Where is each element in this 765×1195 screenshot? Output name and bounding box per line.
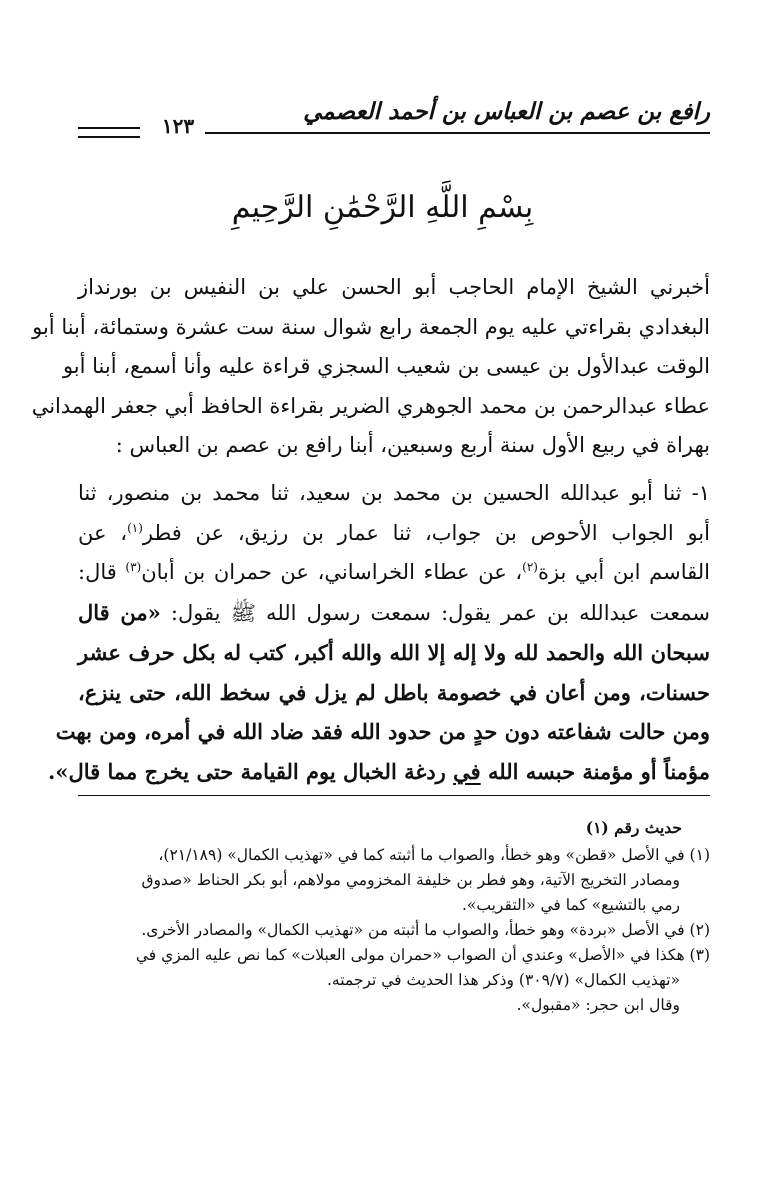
- page-number: ١٢٣: [161, 114, 195, 138]
- intro-line: أخبرني الشيخ الإمام الحاجب أبو الحسن علي بن النفيس بن بورنداز: [78, 275, 710, 299]
- hadith-matn: «من قال: [78, 599, 161, 625]
- hadith-paragraph: [48, 474, 710, 791]
- basmala: بِسْمِ اللَّهِ الرَّحْمَٰنِ الرَّحِيمِ: [231, 190, 534, 225]
- footnote-1: [78, 843, 710, 918]
- footnote-3: [78, 943, 710, 1018]
- hadith-text: سمعت عبدالله بن عمر يقول: سمعت رسول الله ﷺ يقول:: [160, 600, 710, 625]
- intro-paragraph: [31, 268, 710, 466]
- hadith-text: ، عن: [78, 520, 128, 545]
- footnote-ref-3: (٣): [125, 560, 142, 574]
- footnote-line: (٣) هكذا في «الأصل» وعندي أن الصواب «حمران مولى العبلات» كما نص عليه المزي في: [135, 946, 710, 964]
- hadith-line: [78, 514, 710, 554]
- hadith-text: ، عن عطاء الخراساني، عن حمران بن أبان: [141, 560, 523, 584]
- hadith-line: ١- ثنا أبو عبدالله الحسين بن محمد بن سعيد، ثنا محمد بن منصور، ثنا: [78, 481, 710, 505]
- hadith-text: أبو الجواب الأحوص بن جواب، ثنا عمار بن رزيق، عن فطر: [142, 520, 710, 545]
- intro-line: الوقت عبدالأول بن عيسى بن شعيب السجزي قراءة عليه وأنا أسمع، أبنا أبو: [62, 354, 710, 378]
- hadith-matn-line: [48, 752, 710, 792]
- footnote-separator: [78, 795, 710, 796]
- footnote-2: [78, 918, 710, 943]
- hadith-line: [78, 553, 710, 593]
- header-title: رافع بن عصم بن العباس بن أحمد العصمي: [303, 98, 710, 125]
- header-double-rule: [78, 127, 140, 138]
- hadith-matn-underlined: في: [453, 758, 481, 784]
- footnote-line: (٢) في الأصل «بردة» وهو خطأ، والصواب ما أثبته من «تهذيب الكمال» والمصادر الأخرى.: [141, 921, 710, 939]
- hadith-text: قال:: [78, 560, 126, 584]
- hadith-matn: ردغة الخبال يوم القيامة حتى يخرج مما قال».: [48, 758, 454, 784]
- hadith-matn-line: حسنات، ومن أعان في خصومة باطل لم يزل في سخط الله، حتى ينزع،: [78, 679, 710, 705]
- footnote-ref-2: (٢): [522, 560, 538, 574]
- hadith-matn-line: ومن حالت شفاعته دون حدٍ من حدود الله فقد ضاد الله في أمره، ومن بهت: [55, 719, 710, 744]
- header-rule: [205, 132, 710, 134]
- intro-line: عطاء عبدالرحمن بن محمد الجوهري الضرير بقراءة الحافظ أبي جعفر الهمداني: [31, 393, 710, 418]
- footnote-line: رمي بالتشيع» كما في «التقريب».: [461, 896, 680, 914]
- footnote-line: ومصادر التخريج الآتية، وهو فطر بن خليفة المخزومي مولاهم، أبو بكر الحناط «صدوق: [141, 871, 680, 889]
- hadith-line: [78, 593, 710, 634]
- footnote-ref-1: (١): [127, 520, 143, 535]
- intro-line: بهراة في ربيع الأول سنة أربع وسبعين، أبنا رافع بن عصم بن العباس :: [115, 433, 710, 457]
- footnote-line: «تهذيب الكمال» (٣٠٩/٧) وذكر هذا الحديث في ترجمته.: [326, 971, 680, 989]
- footnotes: [78, 815, 710, 1018]
- footnote-line: وقال ابن حجر: «مقبول».: [516, 996, 680, 1014]
- footnote-heading: حديث رقم (١): [585, 818, 682, 837]
- intro-line: البغدادي بقراءتي عليه يوم الجمعة رابع شوال سنة ست عشرة وستمائة، أبنا أبو: [32, 314, 710, 339]
- footnote-line: (١) في الأصل «قطن» وهو خطأ، والصواب ما أثبته كما في «تهذيب الكمال» (٢١/١٨٩)،: [158, 846, 710, 864]
- hadith-matn-line: سبحان الله والحمد لله ولا إله إلا الله والله أكبر، كتب له بكل حرف عشر: [78, 640, 710, 665]
- hadith-text: القاسم ابن أبي بزة: [537, 560, 710, 584]
- running-header: [78, 92, 710, 152]
- hadith-matn: مؤمناً أو مؤمنة حبسه الله: [480, 758, 710, 784]
